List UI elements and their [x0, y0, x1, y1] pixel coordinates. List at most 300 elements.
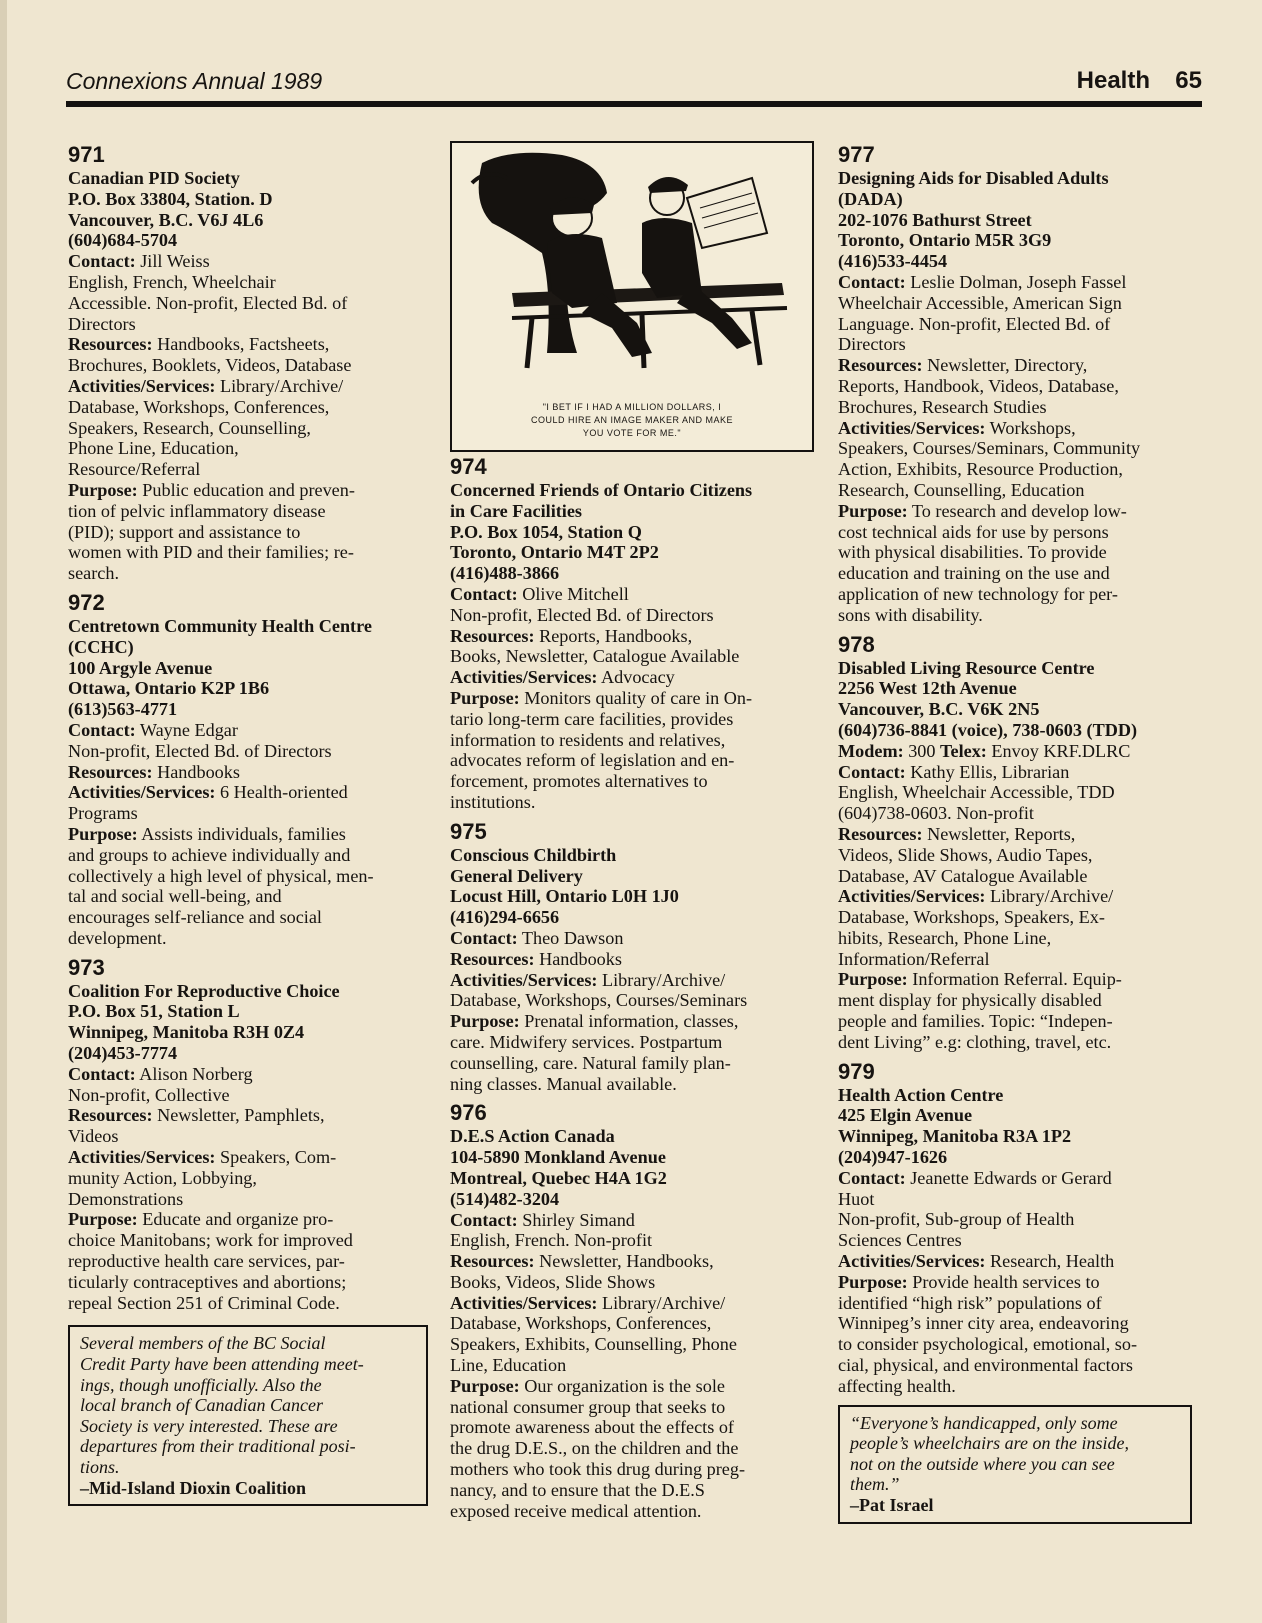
- purpose-line: [450, 709, 810, 730]
- resources-label: Resources:: [450, 625, 535, 646]
- purpose-text: exposed receive medical attention.: [450, 1500, 702, 1521]
- purpose-text: information to residents and relatives,: [450, 729, 726, 750]
- org-address: (416)294-6656: [450, 907, 560, 928]
- resources-text: Videos, Slide Shows, Audio Tapes,: [838, 844, 1093, 865]
- activities-text: Speakers, Research, Counselling,: [68, 417, 311, 438]
- activities-text: hibits, Research, Phone Line,: [838, 927, 1052, 948]
- purpose-text: Winnipeg’s inner city area, endeavoring: [838, 1313, 1129, 1334]
- resources-line: [68, 1126, 428, 1147]
- contact-line: [68, 720, 428, 741]
- purpose-line: [68, 845, 428, 866]
- resources-line: [838, 355, 1203, 376]
- entry-number: 971: [68, 142, 105, 167]
- activities-line: [68, 803, 428, 824]
- activities-text: Workshops,: [985, 417, 1076, 438]
- contact-line: [838, 1168, 1203, 1189]
- org-name: Concerned Friends of Ontario Citizens: [450, 480, 753, 500]
- purpose-line: [450, 1501, 810, 1522]
- activities-line: [838, 886, 1203, 907]
- resources-text: Books, Newsletter, Catalogue Available: [450, 646, 740, 667]
- activities-line: [68, 1189, 428, 1210]
- activities-text: Database, Workshops, Conferences,: [450, 1313, 712, 1334]
- resources-line: [450, 949, 810, 970]
- activities-line: [838, 438, 1203, 459]
- purpose-line: [68, 501, 428, 522]
- activities-text: Phone Line, Education,: [68, 438, 239, 459]
- purpose-text: national consumer group that seeks to: [450, 1396, 726, 1417]
- purpose-text: choice Manitobans; work for improved: [68, 1230, 353, 1251]
- activities-line: [68, 376, 428, 397]
- listing-entry: [838, 632, 1203, 1053]
- contact-label: Contact:: [450, 583, 518, 604]
- org-info: English, French, Wheelchair: [68, 271, 276, 292]
- org-address: (613)563-4771: [68, 699, 178, 720]
- listing-entry: [68, 142, 428, 584]
- resources-label: Resources:: [68, 1105, 153, 1126]
- purpose-line: [838, 1032, 1203, 1053]
- quote-line: Society is very interested. These are: [80, 1415, 338, 1436]
- listing-entry: [838, 1059, 1203, 1397]
- org-address: Toronto, Ontario M4T 2P2: [450, 542, 659, 563]
- activities-text: Advocacy: [597, 667, 675, 688]
- resources-line: [68, 762, 428, 783]
- activities-text: Programs: [68, 803, 138, 824]
- activities-text: munity Action, Lobbying,: [68, 1167, 257, 1188]
- quote-line: them.”: [850, 1474, 900, 1495]
- contact-line: [68, 251, 428, 272]
- section-title: Health: [1076, 67, 1150, 94]
- listing-entry: [68, 955, 428, 1314]
- org-address: 100 Argyle Avenue: [68, 657, 213, 678]
- entry-number: 975: [450, 818, 487, 844]
- contact-label: Contact:: [838, 761, 906, 782]
- purpose-line: [68, 480, 428, 501]
- purpose-text: To research and develop low-: [907, 500, 1127, 521]
- org-info: Sciences Centres: [838, 1230, 962, 1251]
- resources-text: Newsletter, Handbooks,: [534, 1251, 714, 1272]
- purpose-text: Public education and preven-: [137, 479, 355, 500]
- resources-text: Newsletter, Pamphlets,: [152, 1105, 325, 1126]
- purpose-line: [838, 990, 1203, 1011]
- activities-text: Library/Archive/: [985, 886, 1114, 907]
- org-address: P.O. Box 1054, Station Q: [450, 521, 642, 542]
- resources-line: [68, 334, 428, 355]
- purpose-text: ticularly contraceptives and abortions;: [68, 1271, 347, 1292]
- activities-line: [450, 667, 810, 688]
- purpose-line: [450, 750, 810, 771]
- purpose-line: [838, 1313, 1203, 1334]
- org-address: Locust Hill, Ontario L0H 1J0: [450, 886, 679, 907]
- activities-line: [450, 1313, 810, 1334]
- column-middle: [450, 454, 810, 1527]
- resources-text: Handbooks: [152, 761, 240, 782]
- listing-entry: [450, 819, 810, 1095]
- purpose-label: Purpose:: [450, 1011, 520, 1032]
- activities-text: Speakers, Com-: [215, 1147, 337, 1168]
- telex-value: Envoy KRF.DLRC: [986, 740, 1131, 761]
- entry-number: 976: [450, 1100, 487, 1126]
- purpose-text: development.: [68, 927, 167, 948]
- org-info: Accessible. Non-profit, Elected Bd. of: [68, 292, 348, 313]
- entry-number: 978: [838, 631, 875, 657]
- telex-label: Telex:: [940, 740, 987, 761]
- resources-line: [68, 1105, 428, 1126]
- purpose-line: [450, 1032, 810, 1053]
- contact-line: [450, 928, 810, 949]
- org-info: Directors: [838, 334, 906, 355]
- purpose-line: [838, 584, 1203, 605]
- activities-text: Resource/Referral: [68, 459, 201, 480]
- page-number: 65: [1175, 67, 1202, 94]
- purpose-text: care. Midwifery services. Postpartum: [450, 1031, 723, 1052]
- org-info: Language. Non-profit, Elected Bd. of: [838, 313, 1111, 334]
- purpose-line: [68, 928, 428, 949]
- org-name: Canadian PID Society: [68, 168, 240, 188]
- resources-label: Resources:: [450, 1251, 535, 1272]
- purpose-line: [68, 886, 428, 907]
- purpose-text: sons with disability.: [838, 604, 983, 625]
- purpose-line: [68, 1272, 428, 1293]
- activities-line: [450, 1293, 810, 1314]
- resources-label: Resources:: [68, 334, 153, 355]
- resources-text: Brochures, Research Studies: [838, 396, 1047, 417]
- contact-value: Leslie Dolman, Joseph Fassel: [905, 271, 1127, 292]
- purpose-text: forcement, promotes alternatives to: [450, 771, 708, 792]
- listing-entry: [68, 590, 428, 949]
- org-address: 2256 West 12th Avenue: [838, 678, 1017, 699]
- caption-line: "I BET IF I HAD A MILLION DOLLARS, I: [542, 402, 722, 412]
- resources-line: [68, 355, 428, 376]
- purpose-text: (PID); support and assistance to: [68, 521, 301, 542]
- org-address: Vancouver, B.C. V6J 4L6: [68, 209, 264, 230]
- activities-label: Activities/Services:: [68, 1147, 216, 1168]
- political-cartoon: [450, 141, 814, 452]
- activities-label: Activities/Services:: [450, 667, 598, 688]
- quote-line: departures from their traditional posi-: [80, 1436, 356, 1457]
- purpose-line: [838, 1011, 1203, 1032]
- purpose-text: Prenatal information, classes,: [519, 1011, 739, 1032]
- quote-box: [68, 1325, 428, 1506]
- purpose-text: promote awareness about the effects of: [450, 1417, 734, 1438]
- org-name: D.E.S Action Canada: [450, 1126, 615, 1147]
- listing-entry: [838, 142, 1203, 626]
- org-name: (DADA): [838, 188, 903, 209]
- entry-number: 979: [838, 1058, 875, 1084]
- contact-label: Contact:: [450, 1209, 518, 1230]
- purpose-line: [450, 792, 810, 813]
- activities-line: [68, 1147, 428, 1168]
- activities-line: [838, 949, 1203, 970]
- purpose-text: repeal Section 251 of Criminal Code.: [68, 1292, 340, 1313]
- cartoon-illustration: [452, 143, 812, 373]
- org-info: Non-profit, Collective: [68, 1084, 230, 1105]
- purpose-line: [450, 1438, 810, 1459]
- purpose-line: [450, 1011, 810, 1032]
- purpose-line: [838, 1355, 1203, 1376]
- contact-line: [68, 1064, 428, 1085]
- resources-line: [450, 1272, 810, 1293]
- activities-label: Activities/Services:: [68, 375, 216, 396]
- activities-label: Activities/Services:: [838, 886, 986, 907]
- activities-label: Activities/Services:: [838, 417, 986, 438]
- activities-label: Activities/Services:: [68, 782, 216, 803]
- quote-line: “Everyone’s handicapped, only some: [850, 1412, 1118, 1433]
- purpose-text: identified “high risk” populations of: [838, 1292, 1102, 1313]
- modem-value: 300: [903, 740, 941, 761]
- resources-line: [838, 397, 1203, 418]
- org-address: Ottawa, Ontario K2P 1B6: [68, 678, 270, 699]
- activities-line: [68, 438, 428, 459]
- quote-line: ings, though unofficially. Also the: [80, 1374, 322, 1395]
- activities-label: Activities/Services:: [450, 1292, 598, 1313]
- org-address: P.O. Box 33804, Station. D: [68, 188, 273, 209]
- activities-line: [838, 418, 1203, 439]
- quote-attribution: –Mid-Island Dioxin Coalition: [80, 1477, 307, 1498]
- resources-text: Newsletter, Directory,: [922, 355, 1088, 376]
- activities-line: [68, 418, 428, 439]
- purpose-line: [450, 730, 810, 751]
- modem-label: Modem:: [838, 740, 904, 761]
- purpose-label: Purpose:: [450, 1375, 520, 1396]
- resources-text: Handbooks, Factsheets,: [152, 334, 330, 355]
- contact-label: Contact:: [838, 1167, 906, 1188]
- activities-line: [68, 782, 428, 803]
- activities-text: Line, Education: [450, 1355, 567, 1376]
- purpose-text: counselling, care. Natural family plan-: [450, 1052, 731, 1073]
- purpose-label: Purpose:: [838, 500, 908, 521]
- activities-text: Action, Exhibits, Resource Production,: [838, 459, 1123, 480]
- contact-value: Jeanette Edwards or Gerard: [905, 1167, 1112, 1188]
- purpose-text: search.: [68, 563, 119, 584]
- resources-line: [838, 845, 1203, 866]
- activities-line: [838, 907, 1203, 928]
- resources-line: [838, 376, 1203, 397]
- purpose-line: [838, 501, 1203, 522]
- purpose-line: [68, 1209, 428, 1230]
- purpose-line: [68, 1293, 428, 1314]
- activities-text: Library/Archive/: [215, 375, 344, 396]
- org-name: Coalition For Reproductive Choice: [68, 980, 340, 1001]
- purpose-label: Purpose:: [68, 823, 138, 844]
- purpose-text: Information Referral. Equip-: [907, 969, 1122, 990]
- purpose-text: cost technical aids for use by persons: [838, 521, 1109, 542]
- cartoon-caption: [472, 401, 792, 440]
- activities-text: Speakers, Exhibits, Counselling, Phone: [450, 1334, 737, 1355]
- org-info: Non-profit, Elected Bd. of Directors: [68, 740, 332, 761]
- entry-number: 974: [450, 454, 487, 479]
- resources-line: [838, 824, 1203, 845]
- purpose-text: education and training on the use and: [838, 563, 1110, 584]
- org-name: (CCHC): [68, 636, 134, 657]
- purpose-line: [68, 1251, 428, 1272]
- org-name: Designing Aids for Disabled Adults: [838, 168, 1109, 188]
- purpose-line: [450, 1376, 810, 1397]
- purpose-line: [450, 1397, 810, 1418]
- contact-value: Kathy Ellis, Librarian: [905, 761, 1070, 782]
- org-address: Vancouver, B.C. V6K 2N5: [838, 699, 1040, 720]
- quote-line: local branch of Canadian Cancer: [80, 1395, 323, 1416]
- activities-line: [450, 1334, 810, 1355]
- org-info: Non-profit, Elected Bd. of Directors: [450, 604, 714, 625]
- resources-text: Books, Videos, Slide Shows: [450, 1271, 656, 1292]
- activities-text: Database, Workshops, Courses/Seminars: [450, 990, 748, 1011]
- resources-label: Resources:: [838, 355, 923, 376]
- org-info: Directors: [68, 313, 136, 334]
- resources-label: Resources:: [450, 948, 535, 969]
- purpose-text: with physical disabilities. To provide: [838, 542, 1107, 563]
- resources-text: Reports, Handbooks,: [534, 625, 693, 646]
- org-address: Winnipeg, Manitoba R3A 1P2: [838, 1126, 1072, 1147]
- org-info: Huot: [838, 1188, 875, 1209]
- resources-line: [450, 646, 810, 667]
- caption-line: YOU VOTE FOR ME.": [582, 428, 682, 438]
- resources-label: Resources:: [838, 823, 923, 844]
- activities-line: [450, 1355, 810, 1376]
- resources-text: Handbooks: [534, 948, 622, 969]
- purpose-text: encourages self-reliance and social: [68, 907, 322, 928]
- activities-line: [450, 990, 810, 1011]
- activities-line: [68, 397, 428, 418]
- purpose-text: Educate and organize pro-: [137, 1209, 334, 1230]
- purpose-text: nancy, and to ensure that the D.E.S: [450, 1479, 705, 1500]
- entry-number: 977: [838, 142, 875, 167]
- purpose-line: [838, 542, 1203, 563]
- org-address: 425 Elgin Avenue: [838, 1105, 973, 1126]
- purpose-line: [450, 771, 810, 792]
- purpose-line: [68, 1230, 428, 1251]
- quote-line: Credit Party have been attending meet-: [80, 1354, 364, 1375]
- purpose-line: [838, 605, 1203, 626]
- purpose-text: application of new technology for per-: [838, 583, 1118, 604]
- org-name: Health Action Centre: [838, 1084, 1004, 1105]
- quote-line: people’s wheelchairs are on the inside,: [850, 1433, 1129, 1454]
- activities-text: 6 Health-oriented: [215, 782, 348, 803]
- resources-text: Videos: [68, 1126, 119, 1147]
- header-rule: [66, 101, 1202, 107]
- org-info: English, French. Non-profit: [450, 1230, 653, 1251]
- activities-line: [68, 459, 428, 480]
- activities-text: Research, Health: [985, 1251, 1115, 1272]
- org-info: English, Wheelchair Accessible, TDD: [838, 782, 1115, 803]
- purpose-text: Our organization is the sole: [519, 1375, 725, 1396]
- contact-label: Contact:: [68, 251, 136, 272]
- org-address: (416)488-3866: [450, 563, 560, 584]
- activities-line: [838, 1251, 1203, 1272]
- activities-line: [838, 459, 1203, 480]
- purpose-line: [838, 969, 1203, 990]
- listing-entry: [450, 454, 810, 813]
- purpose-text: ment display for physically disabled: [838, 990, 1102, 1011]
- contact-line: [838, 272, 1203, 293]
- purpose-text: cial, physical, and environmental factors: [838, 1355, 1133, 1376]
- purpose-text: reproductive health care services, par-: [68, 1251, 345, 1272]
- contact-label: Contact:: [450, 927, 518, 948]
- activities-text: Information/Referral: [838, 948, 990, 969]
- purpose-text: and groups to achieve individually and: [68, 844, 351, 865]
- purpose-text: tario long-term care facilities, provides: [450, 708, 734, 729]
- quote-line: Several members of the BC Social: [80, 1333, 326, 1354]
- purpose-label: Purpose:: [838, 969, 908, 990]
- purpose-line: [450, 1417, 810, 1438]
- activities-text: Research, Counselling, Education: [838, 479, 1085, 500]
- purpose-line: [838, 1293, 1203, 1314]
- purpose-label: Purpose:: [450, 687, 520, 708]
- activities-text: Library/Archive/: [597, 969, 726, 990]
- publication-title: Connexions Annual 1989: [66, 68, 323, 94]
- org-address: 104-5890 Monkland Avenue: [450, 1147, 666, 1168]
- resources-text: Newsletter, Reports,: [922, 823, 1076, 844]
- purpose-line: [68, 522, 428, 543]
- quote-line: tions.: [80, 1457, 120, 1477]
- resources-line: [450, 1251, 810, 1272]
- purpose-text: to consider psychological, emotional, so-: [838, 1334, 1138, 1355]
- contact-value: Olive Mitchell: [517, 583, 629, 604]
- purpose-label: Purpose:: [68, 479, 138, 500]
- contact-value: Jill Weiss: [135, 251, 210, 272]
- quote-box: [838, 1405, 1192, 1524]
- org-address: Winnipeg, Manitoba R3H 0Z4: [68, 1022, 305, 1043]
- contact-line: [838, 762, 1203, 783]
- modem-telex-line: [838, 741, 1203, 762]
- purpose-line: [68, 542, 428, 563]
- contact-label: Contact:: [68, 1063, 136, 1084]
- activities-text: Speakers, Courses/Seminars, Community: [838, 438, 1141, 459]
- resources-text: Reports, Handbook, Videos, Database,: [838, 375, 1119, 396]
- activities-line: [838, 480, 1203, 501]
- column-right: [838, 142, 1203, 1524]
- org-info: Non-profit, Sub-group of Health: [838, 1209, 1075, 1230]
- org-info: (604)738-0603. Non-profit: [838, 803, 1034, 824]
- resources-line: [838, 866, 1203, 887]
- activities-line: [838, 928, 1203, 949]
- caption-line: COULD HIRE AN IMAGE MAKER AND MAKE: [530, 415, 734, 425]
- org-address: (204)453-7774: [68, 1043, 178, 1064]
- purpose-label: Purpose:: [68, 1209, 138, 1230]
- purpose-line: [450, 688, 810, 709]
- contact-value: Shirley Simand: [517, 1209, 635, 1230]
- purpose-line: [68, 563, 428, 584]
- org-address: General Delivery: [450, 865, 583, 886]
- purpose-line: [450, 1074, 810, 1095]
- column-left: [68, 142, 428, 1506]
- purpose-line: [838, 563, 1203, 584]
- org-address: P.O. Box 51, Station L: [68, 1001, 240, 1022]
- page-edge: [0, 0, 7, 1623]
- activities-label: Activities/Services:: [450, 969, 598, 990]
- purpose-line: [450, 1053, 810, 1074]
- purpose-text: affecting health.: [838, 1375, 956, 1396]
- purpose-line: [838, 522, 1203, 543]
- listing-entry: [450, 1100, 810, 1521]
- purpose-text: Monitors quality of care in On-: [519, 687, 753, 708]
- purpose-text: advocates reform of legislation and en-: [450, 750, 735, 771]
- org-address: (204)947-1626: [838, 1147, 948, 1168]
- purpose-line: [838, 1376, 1203, 1397]
- purpose-line: [68, 907, 428, 928]
- org-address: Montreal, Quebec H4A 1G2: [450, 1167, 667, 1188]
- activities-line: [68, 1168, 428, 1189]
- org-address: Toronto, Ontario M5R 3G9: [838, 230, 1052, 251]
- org-address: (604)684-5704: [68, 230, 178, 251]
- quote-attribution: –Pat Israel: [850, 1495, 934, 1515]
- purpose-text: Provide health services to: [907, 1271, 1100, 1292]
- purpose-text: Assists individuals, families: [137, 823, 346, 844]
- purpose-line: [68, 824, 428, 845]
- purpose-line: [450, 1480, 810, 1501]
- purpose-text: institutions.: [450, 791, 536, 812]
- entry-number: 973: [68, 954, 105, 980]
- purpose-line: [838, 1272, 1203, 1293]
